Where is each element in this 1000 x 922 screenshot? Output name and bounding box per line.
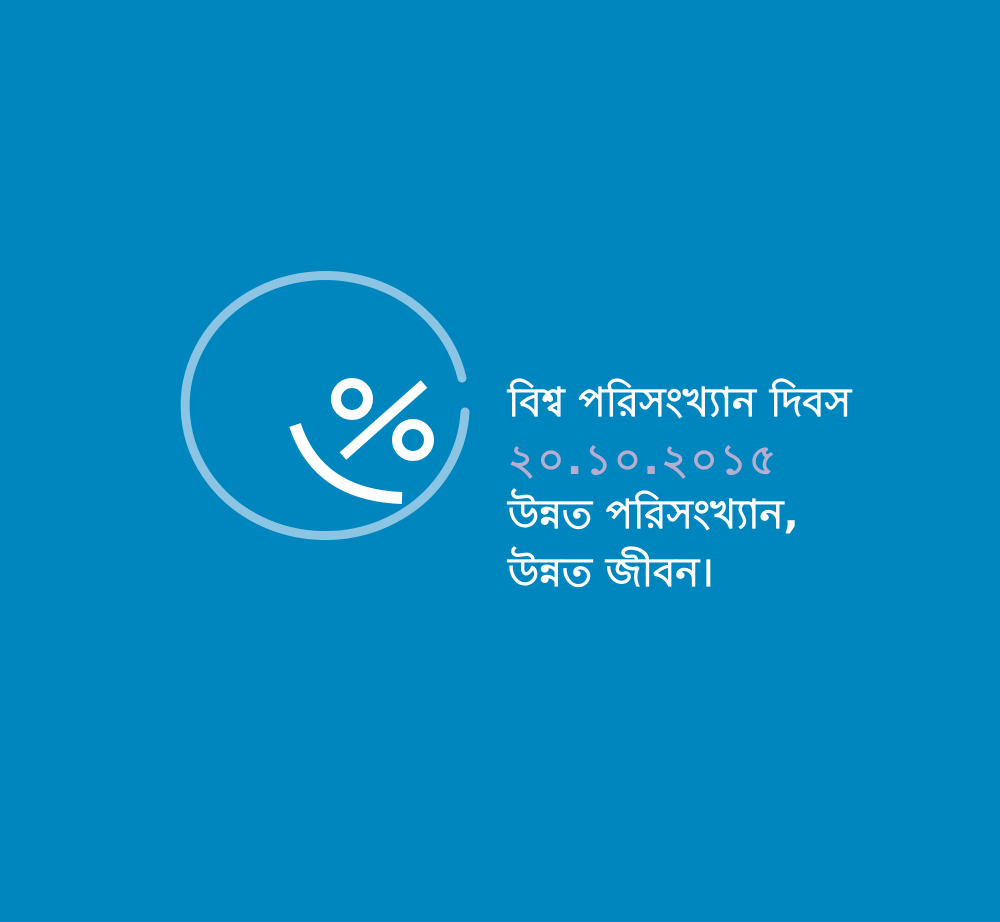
percent-dot-top-icon bbox=[336, 383, 368, 415]
logo-ring-icon bbox=[185, 276, 465, 536]
percent-dot-bottom-icon bbox=[397, 424, 429, 456]
slogan-line-2: উন্নত জীবন। bbox=[508, 550, 714, 596]
smile-arc-icon bbox=[295, 425, 402, 498]
text-block bbox=[508, 372, 978, 602]
event-title: বিশ্ব পরিসংখ্যান দিবস bbox=[508, 380, 852, 426]
logo-mark bbox=[160, 250, 490, 540]
event-date: ২০.১০.২০১৫ bbox=[508, 435, 779, 484]
slogan-line-1: উন্নত পরিসংখ্যান, bbox=[508, 492, 799, 538]
